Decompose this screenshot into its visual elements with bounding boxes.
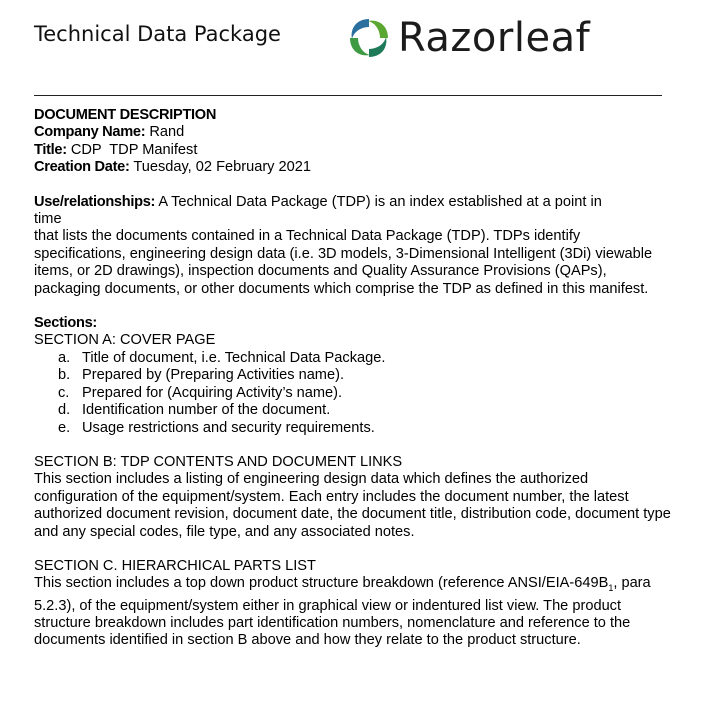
list-item-text: Title of document, i.e. Technical Data Package.	[82, 349, 386, 366]
creation-date-value: Tuesday, 02 February 2021	[129, 159, 311, 176]
list-marker: e.	[58, 419, 71, 436]
list-marker: b.	[58, 367, 71, 384]
use-relationships-line1: A Technical Data Package (TDP) is an index established at a point in	[155, 193, 602, 210]
logo-text: Razorleaf	[398, 15, 591, 61]
company-name-row	[34, 124, 674, 141]
section-c-title: SECTION C. HIERARCHICAL PARTS LIST	[34, 557, 316, 574]
creation-date-label: Creation Date:	[34, 159, 130, 176]
list-marker: a.	[58, 349, 71, 366]
section-c-subscript: 1	[608, 583, 614, 594]
section-b-title: SECTION B: TDP CONTENTS AND DOCUMENT LINKS	[34, 453, 403, 470]
section-c-text-after: , para 5.2.3), of the equipment/system either in graphical view or indentured list view. The product structure breakdown includes part identification numbers, nomenclature and reference to the documents identified in section B above and how they relate to the product structure.	[34, 575, 651, 649]
creation-date-row	[34, 159, 674, 176]
company-name-value: Rand	[145, 124, 185, 141]
sections-heading: Sections:	[34, 315, 97, 332]
list-item	[58, 419, 674, 437]
list-item	[58, 367, 674, 384]
document-body	[34, 107, 674, 650]
use-relationships-line	[34, 194, 674, 211]
section-b-text: This section includes a listing of engineering design data which defines the authorized configuration of the equipment/system. Each entry includes the document number, the latest authorized document revision, document date, the document title, distribution code, document type and any special codes, file type, and any associated notes.	[34, 471, 671, 540]
title-label: Title:	[34, 141, 67, 158]
title-row	[34, 142, 674, 159]
list-item-text: Prepared for (Acquiring Activity’s name).	[82, 384, 343, 401]
title-value: CDP TDP Manifest	[66, 141, 198, 158]
list-item-text: Identification number of the document.	[82, 402, 331, 419]
section-a-list	[34, 350, 674, 437]
company-name-label: Company Name:	[34, 124, 146, 141]
list-item	[58, 384, 674, 402]
list-item	[58, 402, 674, 419]
document-description-heading: DOCUMENT DESCRIPTION	[34, 107, 217, 123]
section-c-text-before: This section includes a top down product structure breakdown (reference ANSI/EIA-649B	[34, 575, 609, 592]
list-item-text: Prepared by (Preparing Activities name).	[82, 367, 344, 384]
page-header-title: Technical Data Package	[34, 22, 281, 46]
header-divider	[34, 95, 662, 96]
list-marker: c.	[58, 384, 70, 401]
use-relationships-label: Use/relationships:	[34, 193, 156, 210]
use-relationships-line2: time	[34, 211, 62, 228]
use-relationships-paragraph: that lists the documents contained in a Technical Data Package (TDP). TDPs identify specifications, engineering design data (i.e. 3D models, 3-Dimensional Intelligent (3Di) viewable items, or 2D drawings), inspection documents and Quality Assurance Provisions (QAPs), packaging documents, or other documents which comprise the TDP as defined in this manifest.	[34, 228, 653, 297]
razorleaf-logo	[346, 15, 590, 61]
list-marker: d.	[58, 402, 71, 419]
list-item-text: Usage restrictions and security requirements.	[82, 419, 375, 436]
leaf-swirl-logo-icon	[346, 15, 392, 61]
section-a-title: SECTION A: COVER PAGE	[34, 332, 216, 349]
list-item	[58, 349, 674, 367]
section-c-text	[34, 575, 674, 650]
